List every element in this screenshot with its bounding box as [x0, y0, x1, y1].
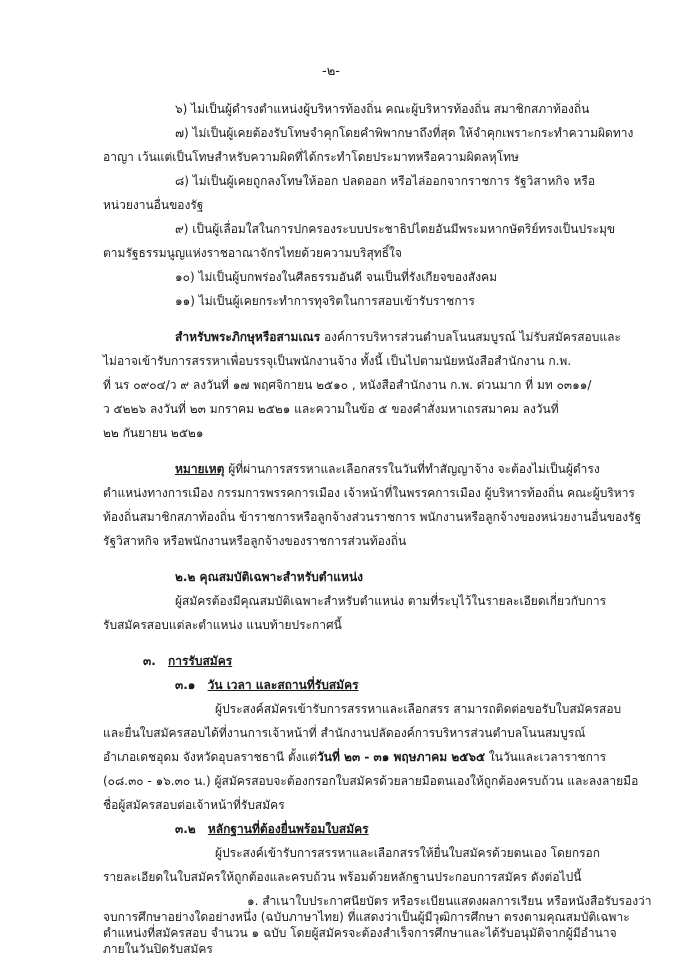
section-3-2-line-1: ผู้ประสงค์เข้ารับการสรรหาและเลือกสรรให้ยื่นใบสมัครด้วยตนเอง โดยกรอก: [215, 846, 601, 860]
monks-paragraph-line-3: ที่ นร ๐๙๐๔/ว ๙ ลงวันที่ ๑๗ พฤศจิกายน ๒๕๑๐ , หนังสือสำนักงาน ก.พ. ด่วนมาก ที่ มท ๐๓๑๑/: [103, 378, 592, 392]
section-3-heading: [143, 653, 232, 669]
section-3-2-title: หลักฐานที่ต้องยื่นพร้อมใบสมัคร: [207, 822, 369, 836]
note-paragraph-line-4: รัฐวิสาหกิจ หรือพนักงานหรือลูกจ้างของราชการส่วนท้องถิ่น: [103, 534, 407, 548]
document-item-1-line-1: ๑. สำเนาใบประกาศนียบัตร หรือระเบียนแสดงผลการเรียน หรือหนังสือรับรองว่า: [247, 894, 652, 908]
section-3-title: การรับสมัคร: [167, 654, 233, 668]
section-3-1-line-2: และยื่นใบสมัครสอบได้ที่งานการเจ้าหน้าที่ สำนักงานปลัดองค์การบริหารส่วนตำบลโนนสมบูรณ์: [103, 726, 586, 740]
qualification-item-11: ๑๑) ไม่เป็นผู้เคยกระทำการทุจริตในการสอบเข้ารับราชการ: [175, 294, 475, 308]
monks-line-1-text: องค์การบริหารส่วนตำบลโนนสมบูรณ์ ไม่รับสมัครสอบและ: [320, 330, 621, 344]
document-item-1-line-3: ตำแหน่งที่สมัครสอบ จำนวน ๑ ฉบับ โดยผู้สมัครจะต้องสำเร็จการศึกษาและได้รับอนุมัติจากผู้มีอำนาจ: [103, 926, 617, 940]
note-paragraph-line-2: ตำแหน่งทางการเมือง กรรมการพรรคการเมือง เจ้าหน้าที่ในพรรคการเมือง ผู้บริหารท้องถิ่น คณะผู้บริหาร: [103, 486, 635, 500]
note-paragraph-line-1: [175, 461, 600, 477]
section-3-2-line-2: รายละเอียดในใบสมัครให้ถูกต้องและครบถ้วน พร้อมด้วยหลักฐานประกอบการสมัคร ดังต่อไปนี้: [103, 870, 582, 884]
note-paragraph-line-3: ท้องถิ่นสมาชิกสภาท้องถิ่น ข้าราชการหรือลูกจ้างส่วนราชการ พนักงานหรือลูกจ้างของหน่วยงานอื่นของรัฐ: [103, 510, 642, 524]
qualification-item-8: ๘) ไม่เป็นผู้เคยถูกลงโทษให้ออก ปลดออก หรือไล่ออกจากราชการ รัฐวิสาหกิจ หรือ: [175, 174, 596, 188]
qualification-item-9: ๙) เป็นผู้เลื่อมใสในการปกครองระบบประชาธิปไตยอันมีพระมหากษัตริย์ทรงเป็นประมุข: [175, 222, 616, 236]
monks-label: สำหรับพระภิกษุหรือสามเณร: [175, 330, 321, 344]
note-label: หมายเหตุ: [175, 462, 225, 476]
page-number: -๒-: [322, 64, 340, 79]
section-2-2-heading: ๒.๒ คุณสมบัติเฉพาะสำหรับตำแหน่ง: [175, 570, 364, 584]
section-2-2-line-2: รับสมัครสอบแต่ละตำแหน่ง แนบท้ายประกาศนี้: [103, 618, 342, 632]
monks-paragraph-line-4: ว ๕๒๒๖ ลงวันที่ ๒๓ มกราคม ๒๕๒๑ และความในข้อ ๕ ของคำสั่งมหาเถรสมาคม ลงวันที่: [103, 402, 559, 416]
monks-paragraph-line-5: ๒๒ กันยายน ๒๕๒๑: [103, 426, 204, 440]
section-3-2-heading: [175, 821, 369, 837]
section-3-number: ๓.: [143, 654, 156, 668]
monks-paragraph-line-2: ไม่อาจเข้ารับการสรรหาเพื่อบรรจุเป็นพนักงานจ้าง ทั้งนี้ เป็นไปตามนัยหนังสือสำนักงาน ก.พ.: [103, 354, 572, 368]
section-3-1-heading: [175, 677, 359, 693]
section-2-2-line-1: ผู้สมัครต้องมีคุณสมบัติเฉพาะสำหรับตำแหน่ง ตามที่ระบุไว้ในรายละเอียดเกี่ยวกับการ: [175, 594, 607, 608]
qualification-item-7-cont: อาญา เว้นแต่เป็นโทษสำหรับความผิดที่ได้กระทำโดยประมาทหรือความผิดลหุโทษ: [103, 150, 519, 164]
section-3-1-line-3-pre: อำเภอเดชอุดม จังหวัดอุบลราชธานี ตั้งแต่: [103, 750, 318, 764]
section-3-2-number: ๓.๒: [175, 822, 196, 836]
monks-paragraph-line-1: [175, 329, 621, 345]
section-3-1-number: ๓.๑: [175, 678, 196, 692]
qualification-item-7: ๗) ไม่เป็นผู้เคยต้องรับโทษจำคุกโดยคำพิพากษาถึงที่สุด ให้จำคุกเพราะกระทำความผิดทาง: [175, 126, 634, 140]
note-line-1-text: ผู้ที่ผ่านการสรรหาและเลือกสรรในวันที่ทำสัญญาจ้าง จะต้องไม่เป็นผู้ดำรง: [224, 462, 600, 476]
section-3-1-line-3: [103, 749, 606, 765]
qualification-item-8-cont: หน่วยงานอื่นของรัฐ: [103, 198, 204, 212]
section-3-1-line-4: (๐๘.๓๐ - ๑๖.๓๐ น.) ผู้สมัครสอบจะต้องกรอกใบสมัครด้วยลายมือตนเองให้ถูกต้องครบถ้วน และลงลายมือ: [103, 774, 639, 788]
qualification-item-6: ๖) ไม่เป็นผู้ดำรงตำแหน่งผู้บริหารท้องถิ่น คณะผู้บริหารท้องถิ่น สมาชิกสภาท้องถิ่น: [175, 102, 590, 116]
qualification-item-9-cont: ตามรัฐธรรมนูญแห่งราชอาณาจักรไทยด้วยความบริสุทธิ์ใจ: [103, 246, 402, 260]
section-3-1-line-3-post: ในวันและเวลาราชการ: [485, 750, 607, 764]
application-dates: วันที่ ๒๓ - ๓๑ พฤษภาคม ๒๕๖๕: [317, 750, 486, 764]
section-3-1-line-1: ผู้ประสงค์สมัครเข้ารับการสรรหาและเลือกสรร สามารถติดต่อขอรับใบสมัครสอบ: [215, 702, 622, 716]
section-3-1-title: วัน เวลา และสถานที่รับสมัคร: [207, 678, 359, 692]
document-item-1-line-2: จบการศึกษาอย่างใดอย่างหนึ่ง (ฉบับภาษาไทย) ที่แสดงว่าเป็นผู้มีวุฒิการศึกษา ตรงตามคุณสมบัติเฉพาะ: [103, 910, 630, 924]
document-item-1-line-4: ภายในวันปิดรับสมัคร: [103, 942, 213, 956]
section-3-1-line-5: ชื่อผู้สมัครสอบต่อเจ้าหน้าที่รับสมัคร: [103, 798, 285, 812]
qualification-item-10: ๑๐) ไม่เป็นผู้บกพร่องในศีลธรรมอันดี จนเป็นที่รังเกียจของสังคม: [175, 270, 498, 284]
